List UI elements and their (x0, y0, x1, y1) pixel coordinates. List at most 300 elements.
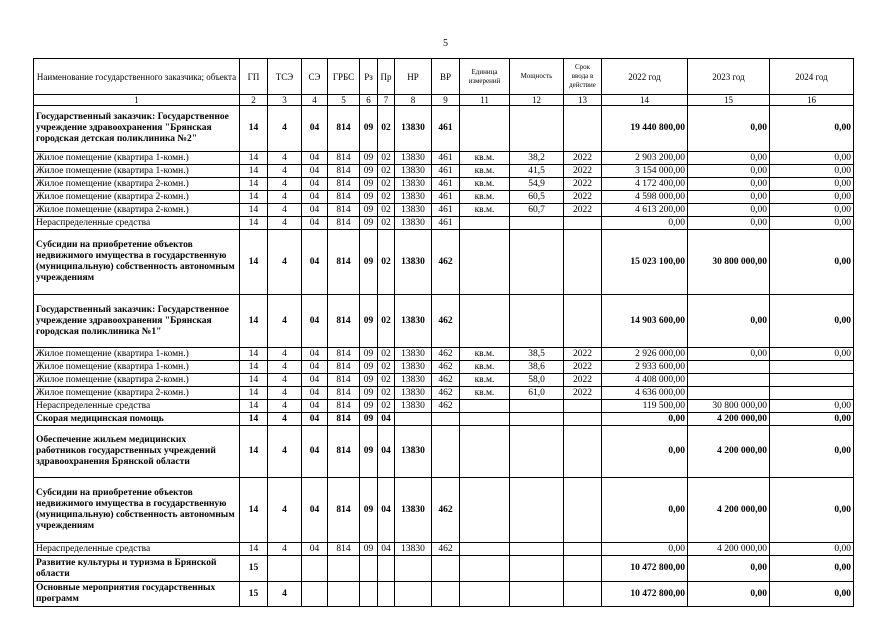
cell-grbs: 814 (328, 152, 360, 165)
cell-pr: 02 (378, 374, 395, 387)
cell-name: Субсидии на приобретение объектов недвижимого имущества в государственную (муниципальную) собственность автономным учреждениям (34, 230, 240, 295)
header-term: Срок ввода в действие (564, 59, 602, 95)
cell-y2024: 0,00 (770, 478, 854, 543)
cell-name: Нераспределенные средства (34, 400, 240, 413)
cell-capacity (510, 426, 564, 478)
cell-tse: 4 (268, 106, 302, 152)
cell-name: Жилое помещение (квартира 2-комн.) (34, 178, 240, 191)
cell-y2022: 4 598 000,00 (602, 191, 688, 204)
header-vr: ВР (432, 59, 460, 95)
table-row (34, 217, 854, 230)
cell-tse: 4 (268, 413, 302, 426)
table-row (34, 426, 854, 478)
cell-se: 04 (302, 230, 328, 295)
cell-capacity (510, 478, 564, 543)
cell-y2023 (688, 374, 770, 387)
cell-gp: 14 (240, 478, 268, 543)
cell-y2023: 0,00 (688, 582, 770, 607)
header-unit: Единица измерений (460, 59, 510, 95)
colnum-term: 13 (564, 95, 602, 106)
cell-term (564, 295, 602, 348)
cell-y2024: 0,00 (770, 582, 854, 607)
cell-unit: кв.м. (460, 191, 510, 204)
cell-pr: 02 (378, 387, 395, 400)
cell-tse: 4 (268, 217, 302, 230)
cell-capacity (510, 295, 564, 348)
cell-capacity: 58,0 (510, 374, 564, 387)
cell-y2023 (688, 361, 770, 374)
cell-capacity (510, 400, 564, 413)
cell-y2023: 0,00 (688, 191, 770, 204)
cell-y2023: 4 200 000,00 (688, 413, 770, 426)
header-grbs: ГРБС (328, 59, 360, 95)
cell-tse: 4 (268, 348, 302, 361)
cell-capacity (510, 413, 564, 426)
cell-vr: 461 (432, 204, 460, 217)
cell-se: 04 (302, 295, 328, 348)
cell-gp: 14 (240, 230, 268, 295)
cell-vr (432, 413, 460, 426)
cell-y2024: 0,00 (770, 348, 854, 361)
cell-unit: кв.м. (460, 374, 510, 387)
cell-pr: 02 (378, 361, 395, 374)
cell-rz: 09 (360, 374, 378, 387)
cell-pr: 02 (378, 106, 395, 152)
table-row (34, 387, 854, 400)
cell-nr: 13830 (395, 165, 432, 178)
cell-capacity: 60,5 (510, 191, 564, 204)
cell-name: Скорая медицинская помощь (34, 413, 240, 426)
cell-tse: 4 (268, 230, 302, 295)
cell-y2023: 0,00 (688, 106, 770, 152)
cell-name: Основные мероприятия государственных программ (34, 582, 240, 607)
cell-rz: 09 (360, 478, 378, 543)
cell-y2024: 0,00 (770, 106, 854, 152)
cell-capacity: 41,5 (510, 165, 564, 178)
cell-nr: 13830 (395, 217, 432, 230)
cell-capacity (510, 556, 564, 582)
cell-rz (360, 556, 378, 582)
colnum-y2023: 15 (688, 95, 770, 106)
cell-gp: 14 (240, 165, 268, 178)
cell-unit: кв.м. (460, 361, 510, 374)
cell-pr: 04 (378, 426, 395, 478)
cell-tse: 4 (268, 178, 302, 191)
cell-nr (395, 556, 432, 582)
cell-gp: 15 (240, 582, 268, 607)
cell-tse: 4 (268, 426, 302, 478)
cell-name: Жилое помещение (квартира 2-комн.) (34, 374, 240, 387)
cell-term (564, 478, 602, 543)
cell-name: Государственный заказчик: Государственное учреждение здравоохранения "Брянская городская детская поликлиника №2" (34, 106, 240, 152)
cell-nr: 13830 (395, 204, 432, 217)
cell-unit: кв.м. (460, 165, 510, 178)
cell-y2023: 30 800 000,00 (688, 230, 770, 295)
cell-tse: 4 (268, 295, 302, 348)
cell-term: 2022 (564, 204, 602, 217)
cell-pr: 02 (378, 191, 395, 204)
cell-vr: 461 (432, 165, 460, 178)
cell-unit (460, 295, 510, 348)
cell-y2022: 10 472 800,00 (602, 556, 688, 582)
cell-term (564, 106, 602, 152)
cell-se: 04 (302, 413, 328, 426)
cell-capacity: 38,5 (510, 348, 564, 361)
cell-name: Жилое помещение (квартира 2-комн.) (34, 387, 240, 400)
cell-nr: 13830 (395, 374, 432, 387)
cell-gp: 15 (240, 556, 268, 582)
cell-se: 04 (302, 400, 328, 413)
header-row (34, 59, 854, 95)
cell-vr: 462 (432, 478, 460, 543)
cell-tse: 4 (268, 165, 302, 178)
cell-vr (432, 582, 460, 607)
cell-grbs: 814 (328, 106, 360, 152)
cell-y2022: 19 440 800,00 (602, 106, 688, 152)
table-row (34, 230, 854, 295)
cell-y2022: 3 154 000,00 (602, 165, 688, 178)
table-row (34, 106, 854, 152)
cell-pr: 02 (378, 400, 395, 413)
header-name: Наименование государственного заказчика; объекта (34, 59, 240, 95)
cell-term: 2022 (564, 152, 602, 165)
cell-gp: 14 (240, 295, 268, 348)
cell-capacity (510, 543, 564, 556)
cell-rz: 09 (360, 413, 378, 426)
cell-term: 2022 (564, 191, 602, 204)
cell-y2022: 2 933 600,00 (602, 361, 688, 374)
cell-rz: 09 (360, 400, 378, 413)
cell-se: 04 (302, 217, 328, 230)
cell-pr: 02 (378, 204, 395, 217)
cell-vr: 462 (432, 295, 460, 348)
cell-name: Жилое помещение (квартира 2-комн.) (34, 204, 240, 217)
cell-name: Обеспечение жильем медицинских работников государственных учреждений здравоохранения Брянской области (34, 426, 240, 478)
cell-term (564, 217, 602, 230)
cell-se (302, 582, 328, 607)
cell-gp: 14 (240, 178, 268, 191)
cell-y2024: 0,00 (770, 165, 854, 178)
cell-grbs (328, 582, 360, 607)
cell-grbs: 814 (328, 361, 360, 374)
cell-se: 04 (302, 478, 328, 543)
cell-name: Жилое помещение (квартира 2-комн.) (34, 191, 240, 204)
cell-se: 04 (302, 387, 328, 400)
cell-vr: 461 (432, 152, 460, 165)
cell-tse (268, 556, 302, 582)
cell-y2023: 0,00 (688, 178, 770, 191)
cell-vr: 461 (432, 217, 460, 230)
cell-tse: 4 (268, 400, 302, 413)
cell-y2024: 0,00 (770, 217, 854, 230)
cell-rz (360, 582, 378, 607)
header-tse: ТСЭ (268, 59, 302, 95)
cell-y2024 (770, 387, 854, 400)
cell-grbs: 814 (328, 348, 360, 361)
table-row (34, 152, 854, 165)
cell-unit (460, 106, 510, 152)
cell-grbs: 814 (328, 426, 360, 478)
cell-y2023: 4 200 000,00 (688, 426, 770, 478)
cell-y2024: 0,00 (770, 295, 854, 348)
cell-capacity: 38,6 (510, 361, 564, 374)
cell-capacity (510, 217, 564, 230)
cell-pr: 04 (378, 478, 395, 543)
budget-table (33, 58, 854, 607)
cell-grbs: 814 (328, 413, 360, 426)
cell-tse: 4 (268, 191, 302, 204)
cell-y2022: 119 500,00 (602, 400, 688, 413)
colnum-se: 4 (302, 95, 328, 106)
table-row (34, 361, 854, 374)
cell-gp: 14 (240, 106, 268, 152)
cell-y2024: 0,00 (770, 178, 854, 191)
cell-gp: 14 (240, 191, 268, 204)
cell-se: 04 (302, 152, 328, 165)
cell-name: Развитие культуры и туризма в Брянской области (34, 556, 240, 582)
cell-gp: 14 (240, 400, 268, 413)
cell-se: 04 (302, 191, 328, 204)
colnum-grbs: 5 (328, 95, 360, 106)
cell-se: 04 (302, 165, 328, 178)
cell-y2024: 0,00 (770, 400, 854, 413)
cell-y2024: 0,00 (770, 152, 854, 165)
cell-name: Жилое помещение (квартира 1-комн.) (34, 165, 240, 178)
cell-grbs: 814 (328, 178, 360, 191)
colnum-vr: 9 (432, 95, 460, 106)
cell-grbs: 814 (328, 165, 360, 178)
colnum-name: 1 (34, 95, 240, 106)
cell-y2022: 2 903 200,00 (602, 152, 688, 165)
cell-grbs: 814 (328, 478, 360, 543)
colnum-tse: 3 (268, 95, 302, 106)
cell-tse: 4 (268, 152, 302, 165)
cell-term: 2022 (564, 348, 602, 361)
cell-se: 04 (302, 374, 328, 387)
cell-y2024: 0,00 (770, 543, 854, 556)
cell-se (302, 556, 328, 582)
cell-name: Нераспределенные средства (34, 543, 240, 556)
cell-capacity: 54,9 (510, 178, 564, 191)
cell-gp: 14 (240, 387, 268, 400)
cell-gp: 14 (240, 426, 268, 478)
cell-y2023: 0,00 (688, 348, 770, 361)
cell-unit (460, 543, 510, 556)
cell-rz: 09 (360, 348, 378, 361)
cell-gp: 14 (240, 543, 268, 556)
cell-unit (460, 426, 510, 478)
colnum-rz: 6 (360, 95, 378, 106)
cell-y2022: 4 613 200,00 (602, 204, 688, 217)
cell-capacity: 60,7 (510, 204, 564, 217)
colnum-gp: 2 (240, 95, 268, 106)
cell-capacity (510, 582, 564, 607)
cell-gp: 14 (240, 361, 268, 374)
cell-y2022: 0,00 (602, 413, 688, 426)
cell-rz: 09 (360, 387, 378, 400)
cell-grbs: 814 (328, 400, 360, 413)
cell-term (564, 230, 602, 295)
cell-rz: 09 (360, 178, 378, 191)
colnum-capacity: 12 (510, 95, 564, 106)
cell-rz: 09 (360, 217, 378, 230)
cell-name: Нераспределенные средства (34, 217, 240, 230)
cell-name: Жилое помещение (квартира 1-комн.) (34, 348, 240, 361)
cell-term (564, 543, 602, 556)
cell-capacity: 61,0 (510, 387, 564, 400)
table-row (34, 582, 854, 607)
cell-y2022: 0,00 (602, 426, 688, 478)
cell-pr: 04 (378, 543, 395, 556)
colnum-unit: 11 (460, 95, 510, 106)
table-row (34, 556, 854, 582)
header-y2024: 2024 год (770, 59, 854, 95)
cell-y2022: 0,00 (602, 217, 688, 230)
table-row (34, 348, 854, 361)
cell-nr: 13830 (395, 400, 432, 413)
cell-y2024: 0,00 (770, 191, 854, 204)
cell-rz: 09 (360, 543, 378, 556)
cell-term (564, 556, 602, 582)
cell-tse: 4 (268, 543, 302, 556)
cell-y2022: 0,00 (602, 478, 688, 543)
cell-term (564, 426, 602, 478)
cell-term (564, 413, 602, 426)
cell-se: 04 (302, 348, 328, 361)
cell-y2023: 0,00 (688, 152, 770, 165)
cell-y2023: 0,00 (688, 204, 770, 217)
cell-term: 2022 (564, 361, 602, 374)
cell-grbs (328, 556, 360, 582)
table-row (34, 295, 854, 348)
cell-capacity: 38,2 (510, 152, 564, 165)
cell-vr: 462 (432, 543, 460, 556)
cell-term: 2022 (564, 387, 602, 400)
cell-pr: 02 (378, 165, 395, 178)
cell-nr: 13830 (395, 178, 432, 191)
colnum-y2022: 14 (602, 95, 688, 106)
colnum-nr: 8 (395, 95, 432, 106)
cell-unit (460, 217, 510, 230)
cell-y2024: 0,00 (770, 204, 854, 217)
cell-rz: 09 (360, 191, 378, 204)
cell-y2024 (770, 374, 854, 387)
cell-se: 04 (302, 204, 328, 217)
cell-gp: 14 (240, 374, 268, 387)
table-row (34, 204, 854, 217)
cell-nr: 13830 (395, 426, 432, 478)
cell-nr (395, 582, 432, 607)
cell-vr: 461 (432, 191, 460, 204)
cell-pr: 02 (378, 348, 395, 361)
cell-grbs: 814 (328, 191, 360, 204)
cell-term (564, 400, 602, 413)
cell-tse: 4 (268, 361, 302, 374)
cell-gp: 14 (240, 348, 268, 361)
cell-y2023: 0,00 (688, 165, 770, 178)
cell-pr (378, 582, 395, 607)
table-row (34, 478, 854, 543)
header-pr: Пр (378, 59, 395, 95)
table-row (34, 400, 854, 413)
cell-vr: 462 (432, 374, 460, 387)
cell-vr: 462 (432, 387, 460, 400)
cell-term: 2022 (564, 178, 602, 191)
cell-grbs: 814 (328, 543, 360, 556)
cell-tse: 4 (268, 374, 302, 387)
cell-nr: 13830 (395, 230, 432, 295)
cell-pr: 02 (378, 152, 395, 165)
cell-capacity (510, 106, 564, 152)
cell-gp: 14 (240, 217, 268, 230)
cell-capacity (510, 230, 564, 295)
cell-y2023: 4 200 000,00 (688, 543, 770, 556)
cell-rz: 09 (360, 204, 378, 217)
cell-unit (460, 400, 510, 413)
cell-unit (460, 478, 510, 543)
cell-grbs: 814 (328, 204, 360, 217)
cell-y2023: 4 200 000,00 (688, 478, 770, 543)
table-row (34, 543, 854, 556)
cell-vr (432, 556, 460, 582)
cell-y2023: 0,00 (688, 556, 770, 582)
cell-nr: 13830 (395, 295, 432, 348)
cell-term: 2022 (564, 374, 602, 387)
page-number: 5 (443, 38, 448, 49)
cell-rz: 09 (360, 165, 378, 178)
cell-se: 04 (302, 106, 328, 152)
cell-se: 04 (302, 426, 328, 478)
cell-y2024 (770, 361, 854, 374)
cell-pr: 02 (378, 178, 395, 191)
cell-nr: 13830 (395, 543, 432, 556)
cell-name: Жилое помещение (квартира 1-комн.) (34, 152, 240, 165)
cell-grbs: 814 (328, 217, 360, 230)
cell-pr: 02 (378, 230, 395, 295)
cell-nr (395, 413, 432, 426)
cell-unit: кв.м. (460, 204, 510, 217)
cell-grbs: 814 (328, 374, 360, 387)
cell-vr: 461 (432, 178, 460, 191)
cell-nr: 13830 (395, 361, 432, 374)
cell-unit (460, 556, 510, 582)
cell-y2022: 4 408 000,00 (602, 374, 688, 387)
cell-gp: 14 (240, 204, 268, 217)
cell-y2024: 0,00 (770, 413, 854, 426)
cell-unit (460, 413, 510, 426)
cell-name: Субсидии на приобретение объектов недвижимого имущества в государственную (муниципальную) собственность автономным учреждениям (34, 478, 240, 543)
cell-se: 04 (302, 178, 328, 191)
table-row (34, 165, 854, 178)
cell-unit: кв.м. (460, 387, 510, 400)
table-row (34, 191, 854, 204)
cell-nr: 13830 (395, 191, 432, 204)
header-se: СЭ (302, 59, 328, 95)
cell-nr: 13830 (395, 152, 432, 165)
cell-y2023: 0,00 (688, 217, 770, 230)
cell-y2022: 0,00 (602, 543, 688, 556)
cell-vr: 461 (432, 106, 460, 152)
cell-se: 04 (302, 361, 328, 374)
header-nr: НР (395, 59, 432, 95)
cell-vr: 462 (432, 230, 460, 295)
cell-y2022: 10 472 800,00 (602, 582, 688, 607)
cell-rz: 09 (360, 152, 378, 165)
cell-y2024: 0,00 (770, 230, 854, 295)
cell-y2022: 4 172 400,00 (602, 178, 688, 191)
cell-name: Государственный заказчик: Государственное учреждение здравоохранения "Брянская городская поликлиника №1" (34, 295, 240, 348)
cell-rz: 09 (360, 230, 378, 295)
